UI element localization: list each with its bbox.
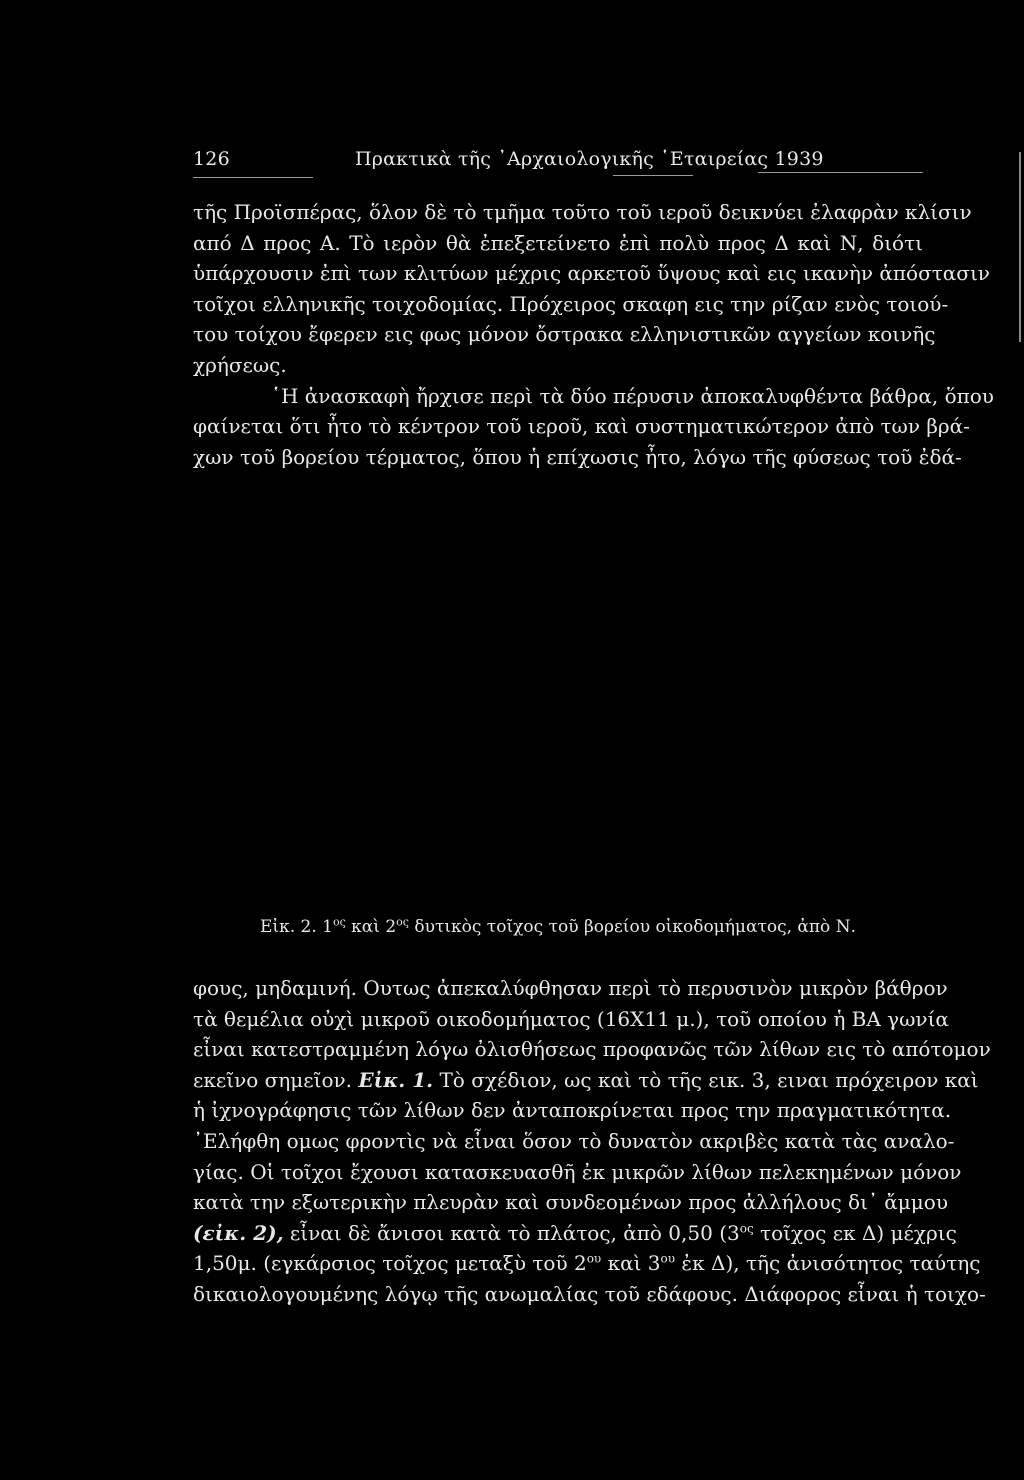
text-line: ἡ ἰχνογράφησις τῶν λίθων δεν ἀνταποκρίνεται προς την πραγματικότητα. — [193, 1098, 952, 1123]
text-segment: 1,50μ. (εγκάρσιος τοῖχος μεταξὺ τοῦ 2 — [193, 1251, 587, 1276]
text-line: χρήσεως. — [193, 352, 287, 377]
text-line: από Δ προς Α. Τὸ ιερὸν θὰ ἐπεξετείνετο ἐπὶ πολὺ προς Δ καὶ Ν, διότι — [193, 230, 923, 255]
superscript: ου — [586, 1251, 602, 1266]
text-line — [193, 1218, 957, 1249]
text-line: δικαιολογουμένης λόγῳ τῆς ανωμαλίας τοῦ εδάφους. Διάφορος εἶναι ἡ τοιχο- — [193, 1281, 986, 1306]
figure-caption — [260, 917, 856, 937]
text-line: τοῖχοι ελληνικῆς τοιχοδομίας. Πρόχειρος σκαφη εις την ρίζαν ενὸς τοιού- — [193, 291, 949, 316]
text-line: εἶναι κατεστραμμένη λόγω ὀλισθήσεως προφανῶς τῶν λίθων εις τὸ απότομον — [193, 1037, 991, 1062]
text-line: γίας. Οἱ τοῖχοι ἔχουσι κατασκευασθῆ ἐκ μικρῶν λίθων πελεκημένων μόνον — [193, 1159, 962, 1184]
figure-reference: Εἰκ. 1. — [358, 1067, 434, 1092]
text-line — [193, 1065, 979, 1096]
text-segment: τοῖχος εκ Δ) μέχρις — [760, 1220, 957, 1245]
header-rule — [193, 177, 313, 178]
text-line: ᾿Ελήφθη ομως φροντὶς νὰ εἶναι ὅσον τὸ δυνατὸν ακριβὲς κατὰ τὰς αναλο- — [193, 1128, 955, 1153]
caption-ordinal: 1 — [322, 917, 333, 937]
text-line: ὑπάρχουσιν ἐπὶ των κλιτύων μέχρις αρκετοῦ ὕψους καὶ εις ικανὴν ἀπόστασιν — [193, 261, 990, 286]
header-rule — [758, 172, 923, 173]
text-line — [193, 1248, 981, 1279]
page-header — [193, 148, 923, 178]
text-line: τῆς Προϊσπέρας, ὅλον δὲ τὸ τμῆμα τοῦτο τοῦ ιεροῦ δεικνύει ἐλαφρὰν κλίσιν — [193, 200, 972, 224]
bottom-paragraphs — [193, 973, 991, 1310]
text-segment: ἐκ Δ), τῆς ἀνισότητος ταύτης — [681, 1251, 981, 1276]
running-title: Πρακτικὰ τῆς ᾿Αρχαιολογικῆς ῾Εταιρείας 1939 — [355, 148, 824, 170]
text-line: τὰ θεμέλια οὐχὶ μικροῦ οικοδομήματος (16Χ11 μ.), τοῦ οποίου ἡ ΒΑ γωνία — [193, 1006, 949, 1031]
figure-reference: (εἰκ. 2), — [193, 1220, 284, 1245]
caption-text: καὶ 2 — [351, 917, 397, 937]
text-line: φους, μηδαμινή. Ουτως ἀπεκαλύφθησαν περὶ τὸ περυσινὸν μικρὸν βάθρον — [193, 976, 948, 1000]
page-number: 126 — [193, 148, 230, 170]
figure-photograph — [193, 488, 923, 898]
header-rule — [613, 175, 693, 176]
superscript: ου — [660, 1251, 676, 1266]
text-line: φαίνεται ὅτι ἦτο τὸ κέντρον τοῦ ιεροῦ, καὶ συστηματικώτερον ἀπὸ των βρά- — [193, 414, 970, 439]
caption-text: δυτικὸς τοῖχος τοῦ βορείου οἰκοδομήματος, ἀπὸ Ν. — [414, 917, 856, 937]
top-paragraphs — [193, 197, 994, 472]
text-segment: Τὸ σχέδιον, ως καὶ τὸ τῆς εικ. 3, ειναι πρόχειρον καὶ — [439, 1067, 979, 1092]
caption-label: Εἰκ. 2. — [260, 917, 317, 937]
text-line: ῾Η ἀνασκαφὴ ἤρχισε περὶ τὰ δύο πέρυσιν ἀποκαλυφθέντα βάθρα, ὅπου — [271, 383, 994, 408]
text-segment: καὶ 3 — [607, 1251, 661, 1276]
text-line: του τοίχου ἔφερεν εις φως μόνον ὄστρακα ελληνιστικῶν αγγείων κοινῆς — [193, 322, 936, 347]
text-line: χων τοῦ βορείου τέρματος, ὅπου ἡ επίχωσις ἦτο, λόγω τῆς φύσεως τοῦ ἐδά- — [193, 444, 962, 469]
caption-superscript: ος — [332, 915, 346, 929]
text-segment: εἶναι δὲ ἄνισοι κατὰ τὸ πλάτος, ἀπὸ 0,50 (3 — [289, 1220, 740, 1245]
text-line: κατὰ την εξωτερικὴν πλευρὰν καὶ συνδεομένων προς ἀλλήλους δι᾿ ἄμμου — [193, 1190, 948, 1215]
caption-superscript: ος — [396, 915, 409, 929]
text-segment: εκεῖνο σημεῖον. — [193, 1067, 353, 1092]
superscript: ος — [739, 1221, 754, 1236]
scan-edge-line — [1019, 152, 1021, 342]
